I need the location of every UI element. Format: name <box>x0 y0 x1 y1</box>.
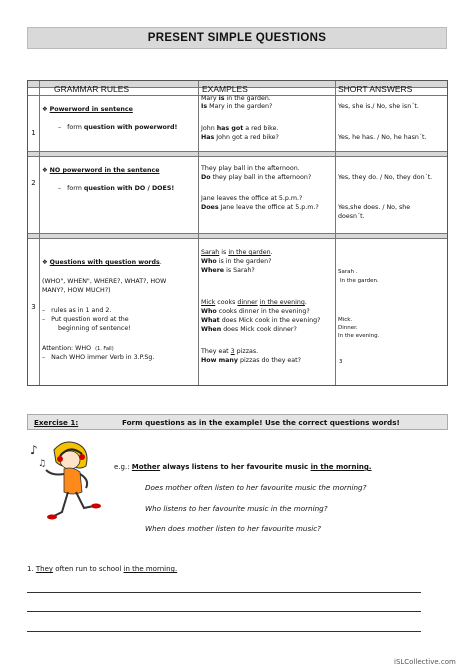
question-words: (WHO", WHEN", WHERE?, WHAT?, HOW <box>42 278 167 285</box>
example-line: Mary is in the garden. <box>201 95 271 102</box>
short-answer: In the evening. <box>338 333 380 339</box>
header-short-answers: SHORT ANSWERS <box>338 84 413 94</box>
example-line: Who is in the garden? <box>201 258 272 265</box>
short-answer: Yes, they do. / No, they don´t. <box>338 174 433 181</box>
header-examples: EXAMPLES <box>202 84 248 94</box>
example-line: What does Mick cook in the evening? <box>201 317 321 324</box>
example-line: Who cooks dinner in the evening? <box>201 308 310 315</box>
example-sentence: e.g.: Mother always listens to her favourite music in the morning. <box>114 463 372 471</box>
rule-bullet: – rules as in 1 and 2. <box>42 307 112 314</box>
svg-text:♪: ♪ <box>30 443 38 457</box>
short-answer: Sarah . <box>338 269 358 275</box>
rule-title: ❖ Powerword in sentence <box>42 106 133 113</box>
question-1: 1. They often run to school in the morning. <box>27 565 178 573</box>
rule-bullet-cont: beginning of sentence! <box>58 325 131 332</box>
example-answer: When does mother listen to her favourite music? <box>145 524 321 533</box>
short-answer: Mick. <box>338 317 353 323</box>
example-line: Does Jane leave the office at 5.p.m.? <box>201 204 319 211</box>
example-line: They eat 3 pizzas. <box>201 348 259 355</box>
svg-text:♫: ♫ <box>38 459 47 469</box>
exercise-header <box>27 414 448 430</box>
rule-bullet: – Put question word at the <box>42 316 129 323</box>
example-line: Where is Sarah? <box>201 267 255 274</box>
footer-watermark: iSLCollective.com <box>394 658 456 666</box>
example-line: How many pizzas do they eat? <box>201 357 301 364</box>
answer-line[interactable] <box>27 631 421 632</box>
exercise-instruction: Form questions as in the example! Use the correct questions words! <box>122 418 400 427</box>
short-answer: 3 <box>339 359 343 365</box>
rule-title: ❖ NO powerword in the sentence <box>42 167 160 174</box>
short-answer: Yes, he has. / No, he hasn´t. <box>338 134 427 141</box>
rule-text: – form question with DO / DOES! <box>58 185 175 192</box>
short-answer: Yes,she does. / No, she <box>338 204 411 211</box>
row-number: 2 <box>31 179 36 187</box>
example-line: They play ball in the afternoon. <box>201 165 300 172</box>
example-line: Jane leaves the office at 5.p.m.? <box>201 195 303 202</box>
exercise-label: Exercise 1: <box>34 418 79 427</box>
row-number: 3 <box>31 303 36 311</box>
example-answer: Does mother often listen to her favourite music the morning? <box>145 483 367 492</box>
example-line: Do they play ball in the afternoon? <box>201 174 312 181</box>
page-title: PRESENT SIMPLE QUESTIONS <box>27 27 447 49</box>
example-answer: Who listens to her favourite music in the morning? <box>145 504 328 513</box>
rule-title: ❖ Questions with question words. <box>42 259 162 266</box>
attention-note: Attention: WHO (1. Fall) <box>42 345 114 352</box>
short-answer: doesn´t. <box>338 213 365 220</box>
example-line: Mick cooks dinner in the evening. <box>201 299 307 306</box>
short-answer: Yes, she is./ No, she isn´t. <box>338 103 419 110</box>
example-line: Is Mary in the garden? <box>201 103 273 110</box>
rule-bullet: – Nach WHO immer Verb in 3.P.Sg. <box>42 354 155 361</box>
row-number: 1 <box>31 129 36 137</box>
short-answer: Dinner. <box>338 325 358 331</box>
example-line: Has John got a red bike? <box>201 134 279 141</box>
answer-line[interactable] <box>27 592 421 593</box>
grammar-table <box>27 80 448 386</box>
header-grammar-rules: GRAMMAR RULES <box>54 84 130 94</box>
example-line: When does Mick cook dinner? <box>201 326 297 333</box>
question-words: MANY?, HOW MUCH?) <box>42 287 111 294</box>
example-line: Sarah is in the garden. <box>201 249 273 256</box>
short-answer: In the garden. <box>340 278 379 284</box>
girl-with-headphones-illustration <box>24 436 114 526</box>
rule-text: – form question with powerword! <box>58 124 178 131</box>
example-line: John has got a red bike. <box>201 125 279 132</box>
answer-line[interactable] <box>27 611 421 612</box>
